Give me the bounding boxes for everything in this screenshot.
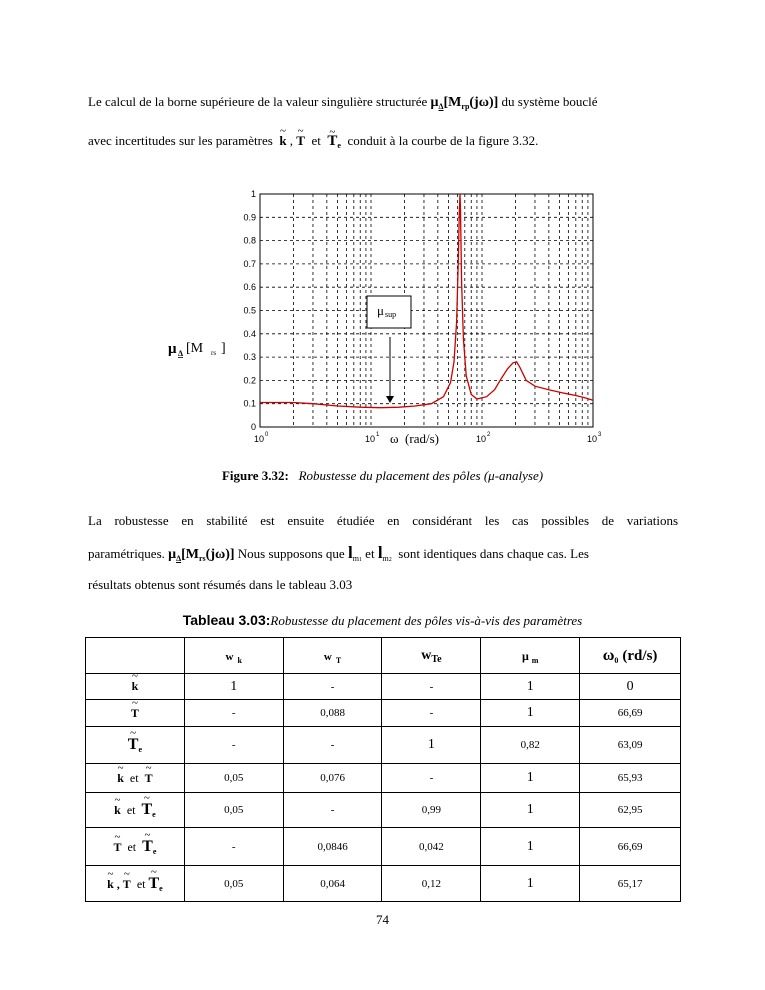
header-omega0: $\omega_0$ (rd/s) (580, 638, 681, 674)
ylabel-sub: Δ (178, 349, 184, 358)
cell-wTe: - (382, 700, 481, 727)
table-row (86, 828, 681, 866)
row-label-k: ~ k (86, 674, 185, 700)
table-row (86, 866, 681, 902)
cell-wTe: 0,12 (382, 866, 481, 902)
table-row (86, 764, 681, 793)
cell-omega: 65,17 (580, 866, 681, 902)
y-tick-label: 0.2 (243, 375, 256, 386)
cell-wTe: 0,042 (382, 828, 481, 866)
cell-omega: 66,69 (580, 700, 681, 727)
ylabel-rs: rs (211, 349, 217, 357)
mu-analysis-chart (0, 0, 765, 470)
x-tick-exponent: 3 (598, 432, 602, 438)
x-tick-label: 10 (476, 434, 487, 444)
cell-omega: 62,95 (580, 793, 681, 828)
para2-line-1: La robustesse en stabilité est ensuite étudiée en considérant les cas possibles de variations (88, 513, 678, 528)
cell-mu: 1 (481, 793, 580, 828)
cell-wk: 1 (184, 674, 283, 700)
cell-wT: - (283, 793, 382, 828)
robustness-table (85, 637, 681, 902)
y-tick-label: 0.1 (243, 398, 256, 409)
cell-wT: 0,0846 (283, 828, 382, 866)
cell-mu: 1 (481, 700, 580, 727)
table-header-row (86, 638, 681, 674)
cell-mu: 1 (481, 866, 580, 902)
cell-wk: 0,05 (184, 764, 283, 793)
table-row (86, 674, 681, 700)
row-label-k-T-Te: ~ k , ~ T et ~ $T_e$ (86, 866, 185, 902)
x-tick-exponent: 2 (487, 432, 491, 438)
intro-line-2: avec incertitudes sur les paramètres ~ k , ~ T et ~ $T_e$ conduit à la courbe de la figure 3.32. (88, 132, 678, 154)
cell-wTe: 0,99 (382, 793, 481, 828)
x-tick-label: 10 (254, 434, 265, 444)
header-wTe: $w_{Te}$ (382, 638, 481, 674)
row-label-k-T: ~ k et ~ T (86, 764, 185, 793)
cell-omega: 65,93 (580, 764, 681, 793)
row-label-k-Te: ~ k et ~ $T_e$ (86, 793, 185, 828)
ylabel-bracket: [M (186, 341, 204, 356)
para2-line-3: résultats obtenus sont résumés dans le tableau 3.03 (88, 577, 353, 592)
header-wk: w $_k$ (184, 638, 283, 674)
annotation-arrowhead (386, 396, 394, 403)
table-row (86, 700, 681, 727)
y-tick-label: 0.6 (243, 282, 256, 293)
header-empty (86, 638, 185, 674)
cell-mu: 0,82 (481, 727, 580, 764)
cell-mu: 1 (481, 674, 580, 700)
cell-wk: - (184, 828, 283, 866)
cell-wT: - (283, 727, 382, 764)
row-label-T: ~ T (86, 700, 185, 727)
row-label-T-Te: ~ T et ~ $T_e$ (86, 828, 185, 866)
x-tick-label: 10 (587, 434, 598, 444)
y-tick-label: 0.9 (243, 212, 256, 223)
x-tick-exponent: 1 (376, 432, 380, 438)
cell-mu: 1 (481, 828, 580, 866)
header-mu-m: μ $_m$ (481, 638, 580, 674)
y-tick-label: 1 (250, 189, 256, 199)
para2-line-2: paramétriques. $\mu_\Delta[M_{rs}(j\omega)]$ Nous supposons que $l_{m1}$ et $l_{m2}$ sont identiques dans chaque cas. Les (88, 543, 589, 563)
intro-line-1: Le calcul de la borne supérieure de la valeur singulière structurée $\mu_\Delta[M_{rp}(j\omega)]$ du système bouclé (88, 94, 598, 111)
chart-grid (260, 194, 593, 427)
cell-wT: - (283, 674, 382, 700)
figure-caption: Figure 3.32: Robustesse du placement des pôles (μ-analyse) (221, 468, 544, 483)
ylabel-mu: μ (168, 341, 177, 357)
row-label-Te: ~ $T_e$ (86, 727, 185, 764)
y-tick-label: 0.5 (243, 305, 256, 316)
y-tick-label: 0.8 (243, 235, 256, 246)
mu-sup-curve (260, 194, 593, 408)
header-wT: w $_T$ (283, 638, 382, 674)
cell-wk: 0,05 (184, 793, 283, 828)
table-title: Tableau 3.03:Robustesse du placement des pôles vis-à-vis des paramètres (182, 612, 583, 628)
cell-mu: 1 (481, 764, 580, 793)
cell-omega: 63,09 (580, 727, 681, 764)
table-row (86, 793, 681, 828)
cell-wk: 0,05 (184, 866, 283, 902)
page-number: 74 (376, 912, 389, 927)
table-row (86, 727, 681, 764)
cell-wT: 0,064 (283, 866, 382, 902)
annotation-sub: sup (385, 310, 397, 319)
y-tick-label: 0.7 (243, 258, 256, 269)
xlabel: ω (rad/s) (390, 431, 439, 446)
y-tick-label: 0.4 (243, 328, 256, 339)
cell-omega: 66,69 (580, 828, 681, 866)
cell-wk: - (184, 700, 283, 727)
x-tick-label: 10 (365, 434, 376, 444)
cell-wTe: - (382, 674, 481, 700)
cell-wT: 0,088 (283, 700, 382, 727)
cell-omega: 0 (580, 674, 681, 700)
ylabel-close: ] (221, 341, 226, 356)
x-tick-exponent: 0 (265, 432, 269, 438)
cell-wT: 0,076 (283, 764, 382, 793)
cell-wTe: 1 (382, 727, 481, 764)
y-tick-label: 0 (250, 422, 256, 432)
y-tick-label: 0.3 (243, 352, 256, 363)
annotation-mu: μ (377, 303, 384, 318)
cell-wk: - (184, 727, 283, 764)
cell-wTe: - (382, 764, 481, 793)
